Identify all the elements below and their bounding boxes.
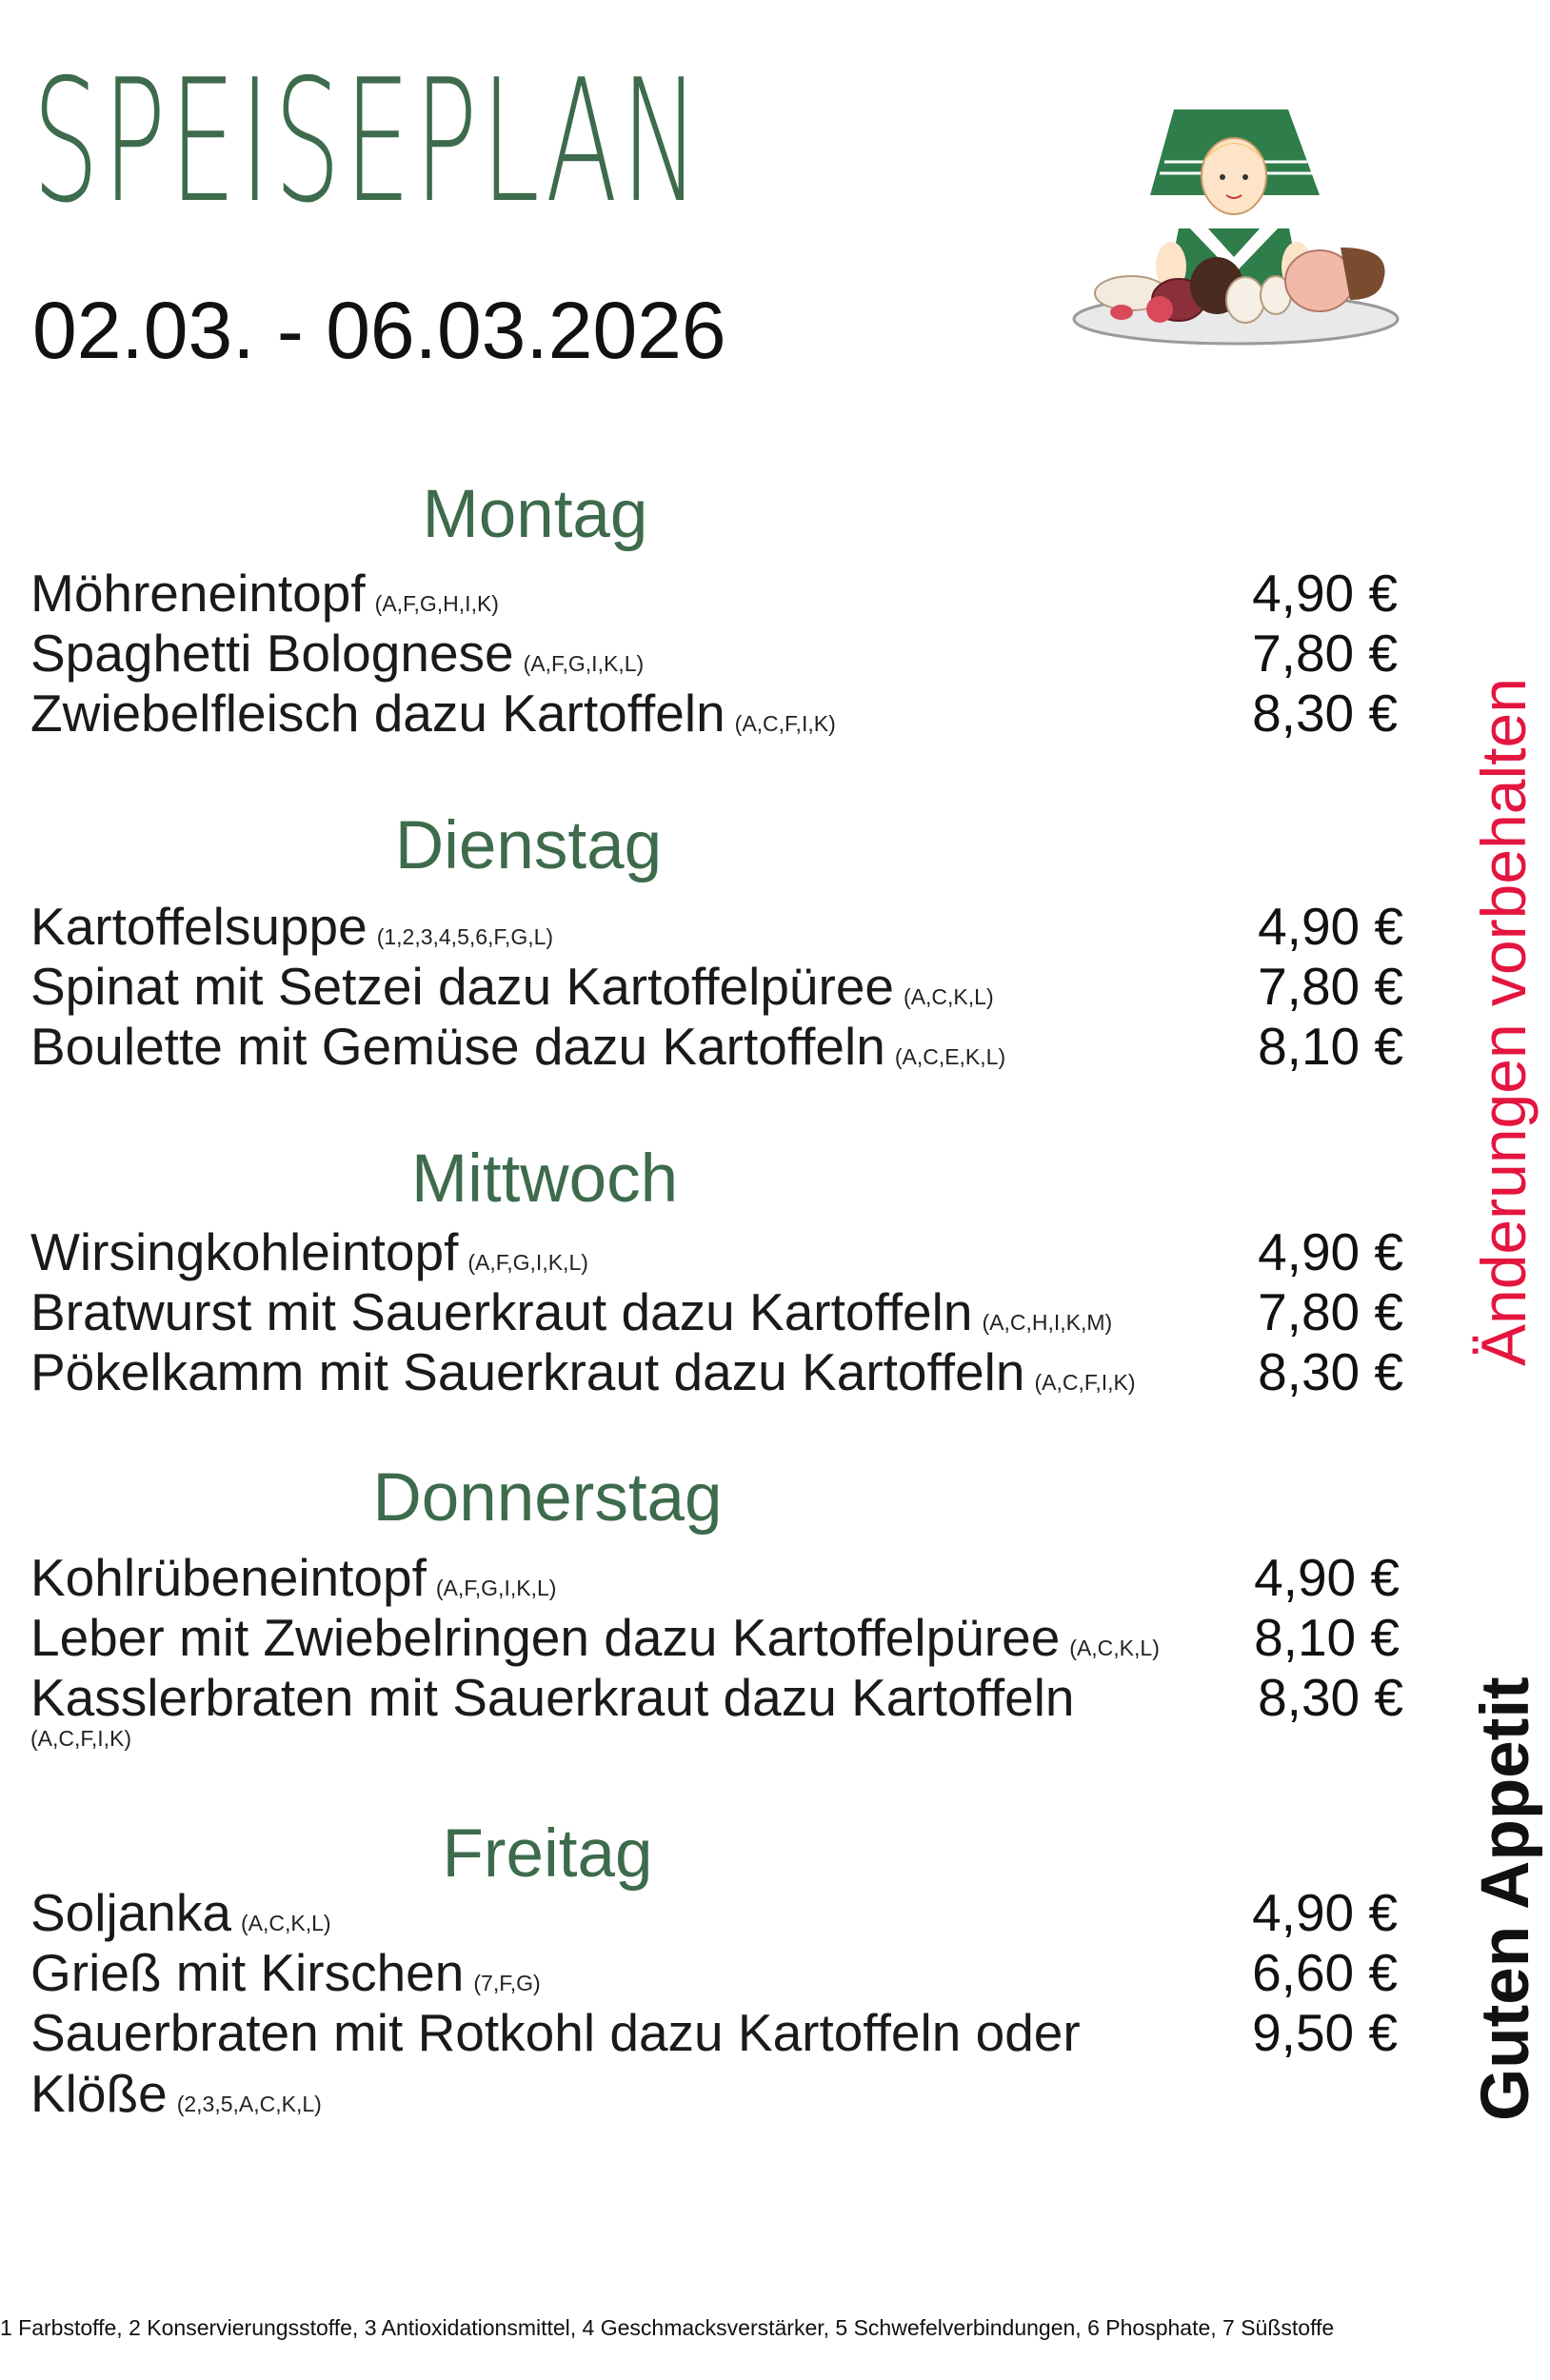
menu-item-price: 9,50 € — [1252, 2003, 1398, 2062]
menu-item-price: 4,90 € — [1254, 1548, 1400, 1607]
greeting-text: Guten Appetit — [1468, 1676, 1543, 2121]
menu-item: Bratwurst mit Sauerkraut dazu Kartoffeln (A,C,H,I,K,M) — [30, 1282, 1113, 1341]
menu-item-price: 4,90 € — [1258, 1222, 1403, 1281]
menu-item-price: 8,30 € — [1252, 684, 1398, 743]
menu-item: Grieß mit Kirschen (7,F,G) — [30, 1943, 541, 2002]
menu-item: Sauerbraten mit Rotkohl dazu Kartoffeln oder — [30, 2003, 1081, 2062]
menu-item: Spinat mit Setzei dazu Kartoffelpüree (A,C,K,L) — [30, 957, 994, 1016]
menu-item: Spaghetti Bolognese (A,F,G,I,K,L) — [30, 624, 645, 683]
woman-with-sausage-platter-icon — [1064, 105, 1409, 352]
menu-item-price: 8,30 € — [1258, 1668, 1403, 1727]
menu-item: Wirsingkohleintopf (A,F,G,I,K,L) — [30, 1222, 588, 1281]
menu-item-price: 6,60 € — [1252, 1943, 1398, 2002]
menu-item: Zwiebelfleisch dazu Kartoffeln (A,C,F,I,K) — [30, 684, 836, 743]
menu-item: Möhreneintopf (A,F,G,H,I,K) — [30, 564, 499, 623]
day-heading-mittwoch: Mittwoch — [410, 1141, 679, 1217]
day-heading-freitag: Freitag — [442, 1816, 653, 1892]
menu-item-price: 8,30 € — [1258, 1342, 1403, 1401]
changes-reserved-notice: Änderungen vorbehalten — [1468, 678, 1539, 1366]
menu-item-codes: (A,C,F,I,K) — [30, 1726, 132, 1751]
menu-item: Pökelkamm mit Sauerkraut dazu Kartoffeln (A,C,F,I,K) — [30, 1342, 1136, 1401]
menu-item-price: 8,10 € — [1254, 1608, 1400, 1667]
menu-item: Kohlrübeneintopf (A,F,G,I,K,L) — [30, 1548, 557, 1607]
menu-item-price: 7,80 € — [1258, 1282, 1403, 1341]
menu-item-continued: Klöße (2,3,5,A,C,K,L) — [30, 2064, 322, 2123]
menu-item-price: 4,90 € — [1258, 897, 1403, 956]
menu-item-price: 4,90 € — [1252, 564, 1398, 623]
menu-item-price: 7,80 € — [1258, 957, 1403, 1016]
menu-item: Kasslerbraten mit Sauerkraut dazu Kartoffeln — [30, 1668, 1075, 1727]
menu-item: Boulette mit Gemüse dazu Kartoffeln (A,C,E,K,L) — [30, 1017, 1006, 1076]
menu-item: Soljanka (A,C,K,L) — [30, 1883, 331, 1942]
day-heading-montag: Montag — [422, 477, 648, 552]
menu-item-price: 8,10 € — [1258, 1017, 1403, 1076]
menu-item: Kartoffelsuppe (1,2,3,4,5,6,F,G,L) — [30, 897, 554, 956]
date-range: 02.03. - 06.03.2026 — [32, 286, 726, 375]
page-title: SPEISEPLAN — [32, 43, 704, 240]
menu-item: Leber mit Zwiebelringen dazu Kartoffelpüree (A,C,K,L) — [30, 1608, 1160, 1667]
menu-item-price: 7,80 € — [1252, 624, 1398, 683]
additives-legend: 1 Farbstoffe, 2 Konservierungsstoffe, 3 Antioxidationsmittel, 4 Geschmacksverstärker, 5 Schwefelverbindungen, 6 Phosphate, 7 Süßstoffe — [0, 2315, 1335, 2340]
day-heading-donnerstag: Donnerstag — [372, 1460, 723, 1536]
menu-item-price: 4,90 € — [1252, 1883, 1398, 1942]
day-heading-dienstag: Dienstag — [394, 808, 663, 883]
